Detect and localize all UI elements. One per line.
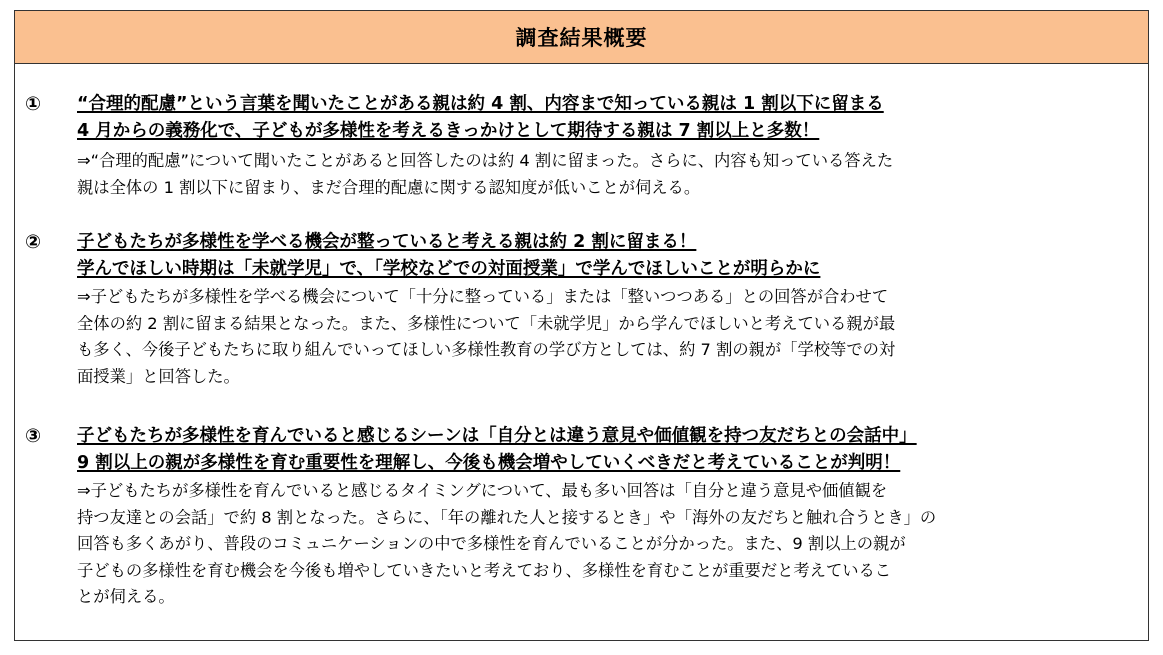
body-line: 回答も多くあがり、普段のコミュニケーションの中で多様性を育んでいることが分かった。また、9 割以上の親が — [77, 534, 906, 553]
finding-headline — [77, 229, 820, 283]
body-line: 面授業」と回答した。 — [77, 366, 240, 386]
body-line: とが伺える。 — [77, 587, 175, 606]
body-line: ⇒子どもたちが多様性を育んでいると感じるタイミングについて、最も多い回答は「自分と違う意見や価値観を — [77, 481, 888, 500]
headline-line: 4 月からの義務化で、子どもが多様性を考えるきっかけとして期待する親は 7 割以上と多数！ — [77, 121, 820, 141]
headline-line: 子どもたちが多様性を育んでいると感じるシーンは「自分とは違う意見や価値観を持つ友だちとの会話中」 — [77, 426, 917, 446]
summary-title: 調査結果概要 — [515, 26, 648, 50]
summary-header — [15, 11, 1148, 64]
body-line: 子どもの多様性を育む機会を今後も増やしていきたいと考えており、多様性を育むことが重要だと考えているこ — [77, 560, 892, 580]
finding-number: ① — [25, 93, 42, 115]
headline-line: 学んでほしい時期は「未就学児」で、「学校などでの対面授業」で学んでほしいことが明らかに — [77, 259, 821, 279]
body-line: 持つ友達との会話」で約 8 割となった。さらに、「年の離れた人と接するとき」や「海外の友だちと触れ合うとき」の — [77, 507, 937, 527]
body-line: ⇒“合理的配慮”について聞いたことがあると回答したのは約 4 割に留まった。さらに、内容も知っている答えた — [77, 151, 894, 170]
body-line: ⇒子どもたちが多様性を学べる機会について「十分に整っている」または「整いつつある」との回答が合わせて — [77, 287, 889, 306]
body-line: 全体の約 2 割に留まる結果となった。また、多様性について「未就学児」から学んでほしいと考えている親が最 — [77, 313, 896, 333]
finding-number: ③ — [25, 425, 42, 447]
body-line: も多く、今後子どもたちに取り組んでいってほしい多様性教育の学び方としては、約 7 割の親が「学校等での対 — [77, 340, 896, 359]
headline-line: 9 割以上の親が多様性を育む重要性を理解し、今後も機会増やしていくべきだと考えていることが判明！ — [77, 453, 901, 473]
finding-number: ② — [25, 231, 42, 253]
finding-body — [77, 284, 895, 390]
finding-body — [77, 478, 936, 611]
headline-line: “合理的配慮”という言葉を聞いたことがある親は約 4 割、内容まで知っている親は 1 割以下に留まる — [77, 94, 884, 114]
body-line: 親は全体の 1 割以下に留まり、まだ合理的配慮に関する認知度が低いことが伺える。 — [77, 177, 701, 197]
finding-headline — [77, 91, 884, 145]
finding-headline — [77, 423, 917, 477]
summary-box — [14, 10, 1149, 641]
finding-body — [77, 148, 893, 201]
headline-line: 子どもたちが多様性を学べる機会が整っていると考える親は約 2 割に留まる！ — [77, 232, 697, 252]
